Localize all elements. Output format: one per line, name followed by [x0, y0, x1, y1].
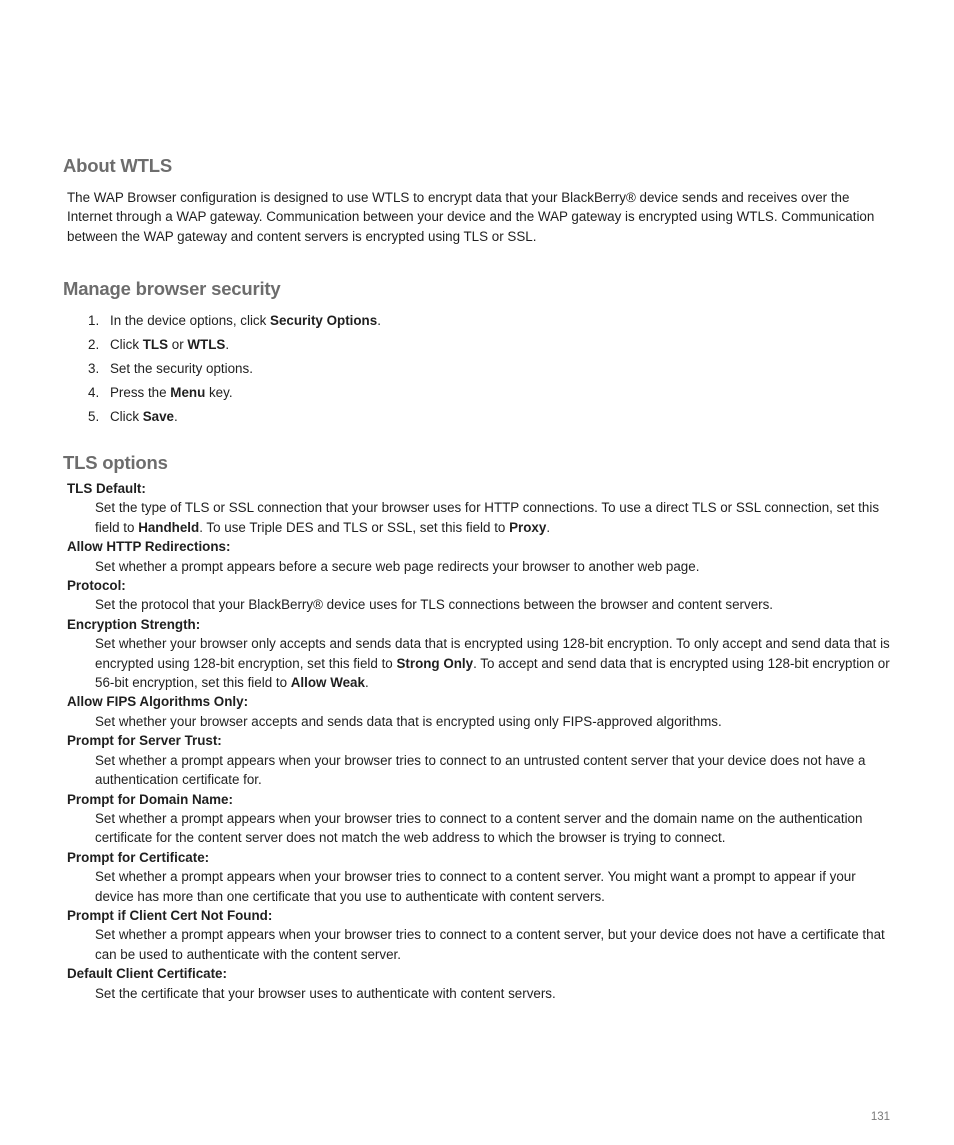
- option-value-label: Handheld: [138, 519, 200, 535]
- option-description-text: . To accept and send data that is encrypted using 128-bit encryption or 56-bit encryption, set this field to: [95, 655, 890, 691]
- step-item: [88, 309, 381, 333]
- heading-manage-browser-security: Manage browser security: [63, 278, 281, 299]
- option-description-text: Set whether a prompt appears when your browser tries to connect to a content server, but your device does not have a certificate that can be used to authenticate with the content server.: [95, 927, 885, 962]
- option-term: Prompt for Domain Name:: [67, 791, 233, 807]
- step-text-part: .: [377, 313, 381, 329]
- option-description-text: Set the certificate that your browser uses to authenticate with content servers.: [95, 985, 556, 1001]
- step-ui-label: Menu: [170, 385, 206, 401]
- step-text-part: In the device options, click: [110, 313, 271, 329]
- option-term: Prompt if Client Cert Not Found:: [67, 907, 273, 923]
- page-number: 131: [870, 1111, 890, 1123]
- option-description: [95, 634, 895, 692]
- option-term: Protocol:: [67, 578, 126, 594]
- step-item: [88, 405, 381, 429]
- option-term: Prompt for Certificate:: [67, 849, 210, 865]
- heading-tls-options: TLS options: [63, 452, 168, 473]
- step-item: [88, 381, 381, 405]
- option-description: [95, 498, 895, 537]
- option-description-text: Set whether a prompt appears when your browser tries to connect to a content server and the domain name on the authentication certificate for the content server does not match the web address to which the browser is trying to connect.: [95, 810, 863, 846]
- option-description: [95, 867, 895, 906]
- step-text: [110, 383, 233, 402]
- option-term: TLS Default:: [67, 481, 146, 496]
- step-text-part: Click: [110, 409, 143, 425]
- step-number: 4.: [88, 385, 100, 401]
- option-description-text: Set whether a prompt appears when your browser tries to connect to an untrusted content server that your device does not have a authentication certificate for.: [95, 752, 866, 788]
- about-wtls-paragraph: The WAP Browser configuration is designed to use WTLS to encrypt data that your BlackBerry® device sends and receives over the Internet through a WAP gateway. Communication between your device and the WAP gateway is encrypted using WTLS. Communication between the WAP gateway and content servers is encrypted using TLS or SSL.: [67, 190, 875, 244]
- step-text-part: .: [174, 409, 178, 425]
- option-description: [95, 751, 895, 790]
- step-text-part: Click: [110, 337, 143, 353]
- step-ui-label: Security Options: [270, 313, 378, 329]
- step-number: 5.: [88, 409, 100, 425]
- option-description-text: Set whether a prompt appears when your browser tries to connect to a content server. You might want a prompt to appear if your device has more than one certificate that you use to authenticate with content servers.: [95, 869, 856, 904]
- option-term: Encryption Strength:: [67, 616, 201, 632]
- option-description: [95, 925, 895, 964]
- step-number: 1.: [88, 313, 100, 329]
- option-description-text: . To use Triple DES and TLS or SSL, set this field to: [199, 519, 510, 535]
- option-description: [95, 984, 895, 1003]
- step-item: [88, 333, 381, 357]
- step-ui-label: Save: [142, 409, 175, 425]
- step-text-part: Press the: [110, 385, 171, 401]
- option-term: Allow HTTP Redirections:: [67, 539, 231, 555]
- option-description-text: Set whether your browser only accepts and sends data that is encrypted using 128-bit encryption. To only accept and send data that is encrypted using 128-bit encryption, set this field to: [95, 636, 890, 671]
- option-description-text: Set the type of TLS or SSL connection that your browser uses for HTTP connections. To use a direct TLS or SSL connection, set this field to: [95, 500, 880, 535]
- option-description-text: Set whether your browser accepts and sends data that is encrypted using only FIPS-approved algorithms.: [95, 713, 722, 729]
- security-steps-list: [88, 309, 381, 429]
- step-text: [110, 407, 178, 426]
- option-description-text: .: [364, 675, 369, 691]
- option-value-label: Proxy: [509, 519, 547, 535]
- step-text: [110, 311, 381, 330]
- option-description: [95, 809, 895, 848]
- step-number: 3.: [88, 361, 100, 377]
- tls-options-list: [67, 479, 895, 1003]
- step-ui-label: TLS: [142, 337, 169, 353]
- option-value-label: Strong Only: [396, 655, 474, 671]
- option-description: [95, 712, 895, 731]
- step-text-part: Set the security options.: [110, 361, 253, 377]
- option-term: Default Client Certificate:: [67, 966, 227, 982]
- option-description-text: .: [546, 519, 551, 535]
- option-description-text: Set the protocol that your BlackBerry® device uses for TLS connections between the browser and content servers.: [95, 597, 774, 613]
- heading-about-wtls: About WTLS: [63, 155, 172, 176]
- option-description-text: Set whether a prompt appears before a secure web page redirects your browser to another web page.: [95, 558, 700, 574]
- option-term: Allow FIPS Algorithms Only:: [67, 694, 249, 710]
- step-text-part: key.: [205, 385, 233, 401]
- step-number: 2.: [88, 337, 100, 353]
- option-term: Prompt for Server Trust:: [67, 733, 222, 749]
- option-value-label: Allow Weak: [290, 675, 365, 691]
- step-ui-label: WTLS: [187, 337, 226, 353]
- option-description: [95, 595, 895, 614]
- step-item: [88, 357, 381, 381]
- step-text-part: .: [225, 337, 230, 353]
- step-text: [110, 335, 229, 354]
- step-text-part: or: [168, 337, 188, 353]
- option-description: [95, 557, 895, 576]
- step-text: [110, 359, 253, 378]
